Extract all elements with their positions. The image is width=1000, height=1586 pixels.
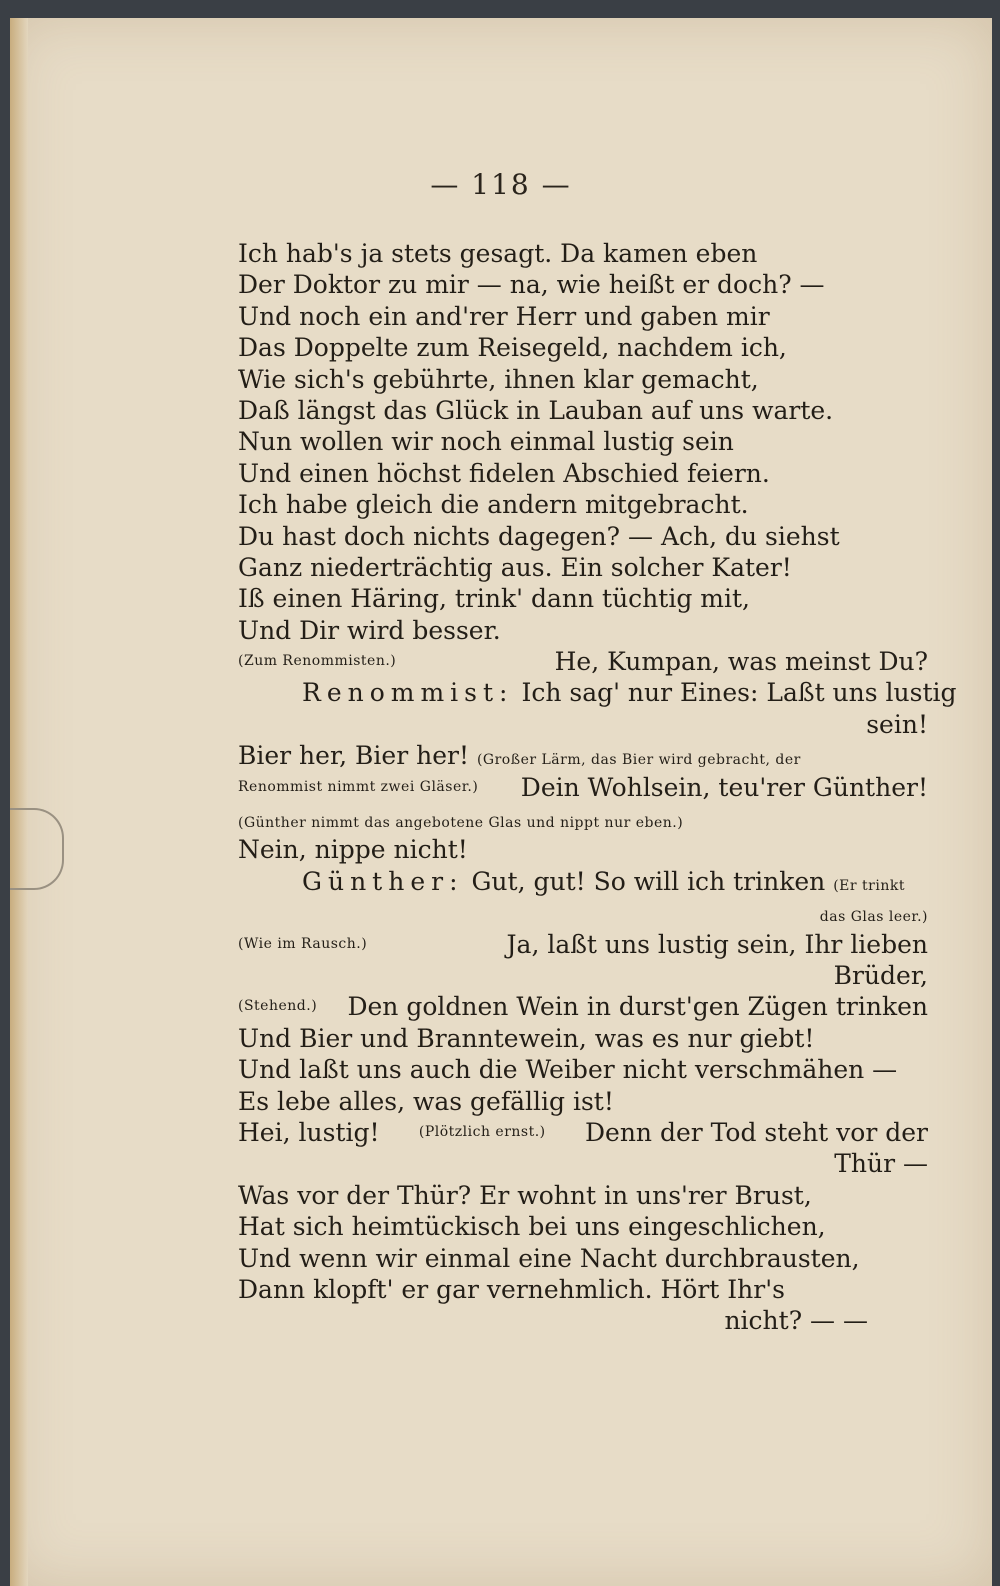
text-line: Iß einen Häring, trink' dann tüchtig mit, [238,584,750,614]
text-line: Und Dir wird besser. [238,615,501,645]
stage-direction: (Zum Renommisten.) [238,653,397,670]
stage-direction: (Großer Lärm, das Bier wird gebracht, der [476,752,801,769]
text-line [238,929,928,960]
stage-direction: (Plötzlich ernst.) [418,1123,546,1140]
verse-text: Den goldnen Wein in durst'gen Zügen trinken [347,992,928,1022]
text-line: Und laßt uns auch die Weiber nicht verschmähen — [238,1055,898,1085]
paper-clip-mark [10,808,64,890]
text-line [238,897,928,928]
page-number: — 118 — [430,168,572,201]
text-line: Der Doktor zu mir — na, wie heißt er doch? — [238,270,825,300]
text-line: nicht? — — [724,1306,868,1336]
text-line: Und Bier und Branntewein, was es nur giebt! [238,1023,815,1053]
text-line [238,740,928,771]
text-line: Wie sich's gebührte, ihnen klar gemacht, [238,364,759,394]
verse-text: Bier her, Bier her! [238,741,470,771]
verse-text: Dein Wohlsein, teu'rer Günther! [520,772,928,802]
text-line: Du hast doch nichts dagegen? — Ach, du siehst [238,521,840,551]
text-line [238,646,928,677]
text-line: Thür — [834,1149,928,1179]
verse-text: Hei, lustig! [238,1117,380,1147]
verse-text: Ja, laßt uns lustig sein, Ihr lieben [506,929,928,959]
page-spine [10,18,28,1586]
text-line: Und einen höchst fidelen Abschied feiern. [238,458,770,488]
text-line: Hat sich heimtückisch bei uns eingeschlichen, [238,1212,826,1242]
text-line: Es lebe alles, was gefällig ist! [238,1086,614,1116]
stage-direction: (Er trinkt [833,877,905,894]
text-line: Ganz niederträchtig aus. Ein solcher Kater! [238,552,792,582]
text-line: Ich habe gleich die andern mitgebracht. [238,490,749,520]
text-line: Und wenn wir einmal eine Nacht durchbrausten, [238,1243,860,1273]
poem-text [238,238,957,1337]
verse-text: Gut, gut! So will ich trinken [471,866,826,896]
text-line [238,991,928,1022]
stage-direction: (Stehend.) [238,998,318,1015]
stage-direction: (Günther nimmt das angebotene Glas und nippt nur eben.) [238,815,684,832]
text-line [238,677,957,708]
text-line: Das Doppelte zum Reisegeld, nachdem ich, [238,333,787,363]
verse-text: Ich sag' nur Eines: Laßt uns lustig [521,678,957,708]
text-line: Nein, nippe nicht! [238,835,468,865]
text-line: Was vor der Thür? Er wohnt in uns'rer Brust, [238,1180,812,1210]
text-line [238,1117,928,1148]
text-line: Brüder, [833,960,928,990]
stage-direction: (Wie im Rausch.) [238,935,368,952]
text-line: sein! [866,709,928,739]
verse-text: He, Kumpan, was meinst Du? [554,647,928,677]
book-page [10,18,992,1586]
text-line: Dann klopft' er gar vernehmlich. Hört Ihr's [238,1274,785,1304]
speaker-name: Günther: [302,866,464,896]
text-line [238,772,928,803]
text-line: Ich hab's ja stets gesagt. Da kamen eben [238,239,758,268]
text-line: Nun wollen wir noch einmal lustig sein [238,427,734,457]
stage-direction: Renommist nimmt zwei Gläser.) [238,778,479,795]
text-line: Daß längst das Glück in Lauban auf uns warte. [238,395,834,425]
stage-direction: das Glas leer.) [819,909,928,926]
text-line [238,866,928,897]
speaker-name: Renommist: [302,678,514,708]
verse-text: Denn der Tod steht vor der [584,1117,928,1147]
text-line [238,803,928,834]
text-line: Und noch ein and'rer Herr und gaben mir [238,301,770,331]
